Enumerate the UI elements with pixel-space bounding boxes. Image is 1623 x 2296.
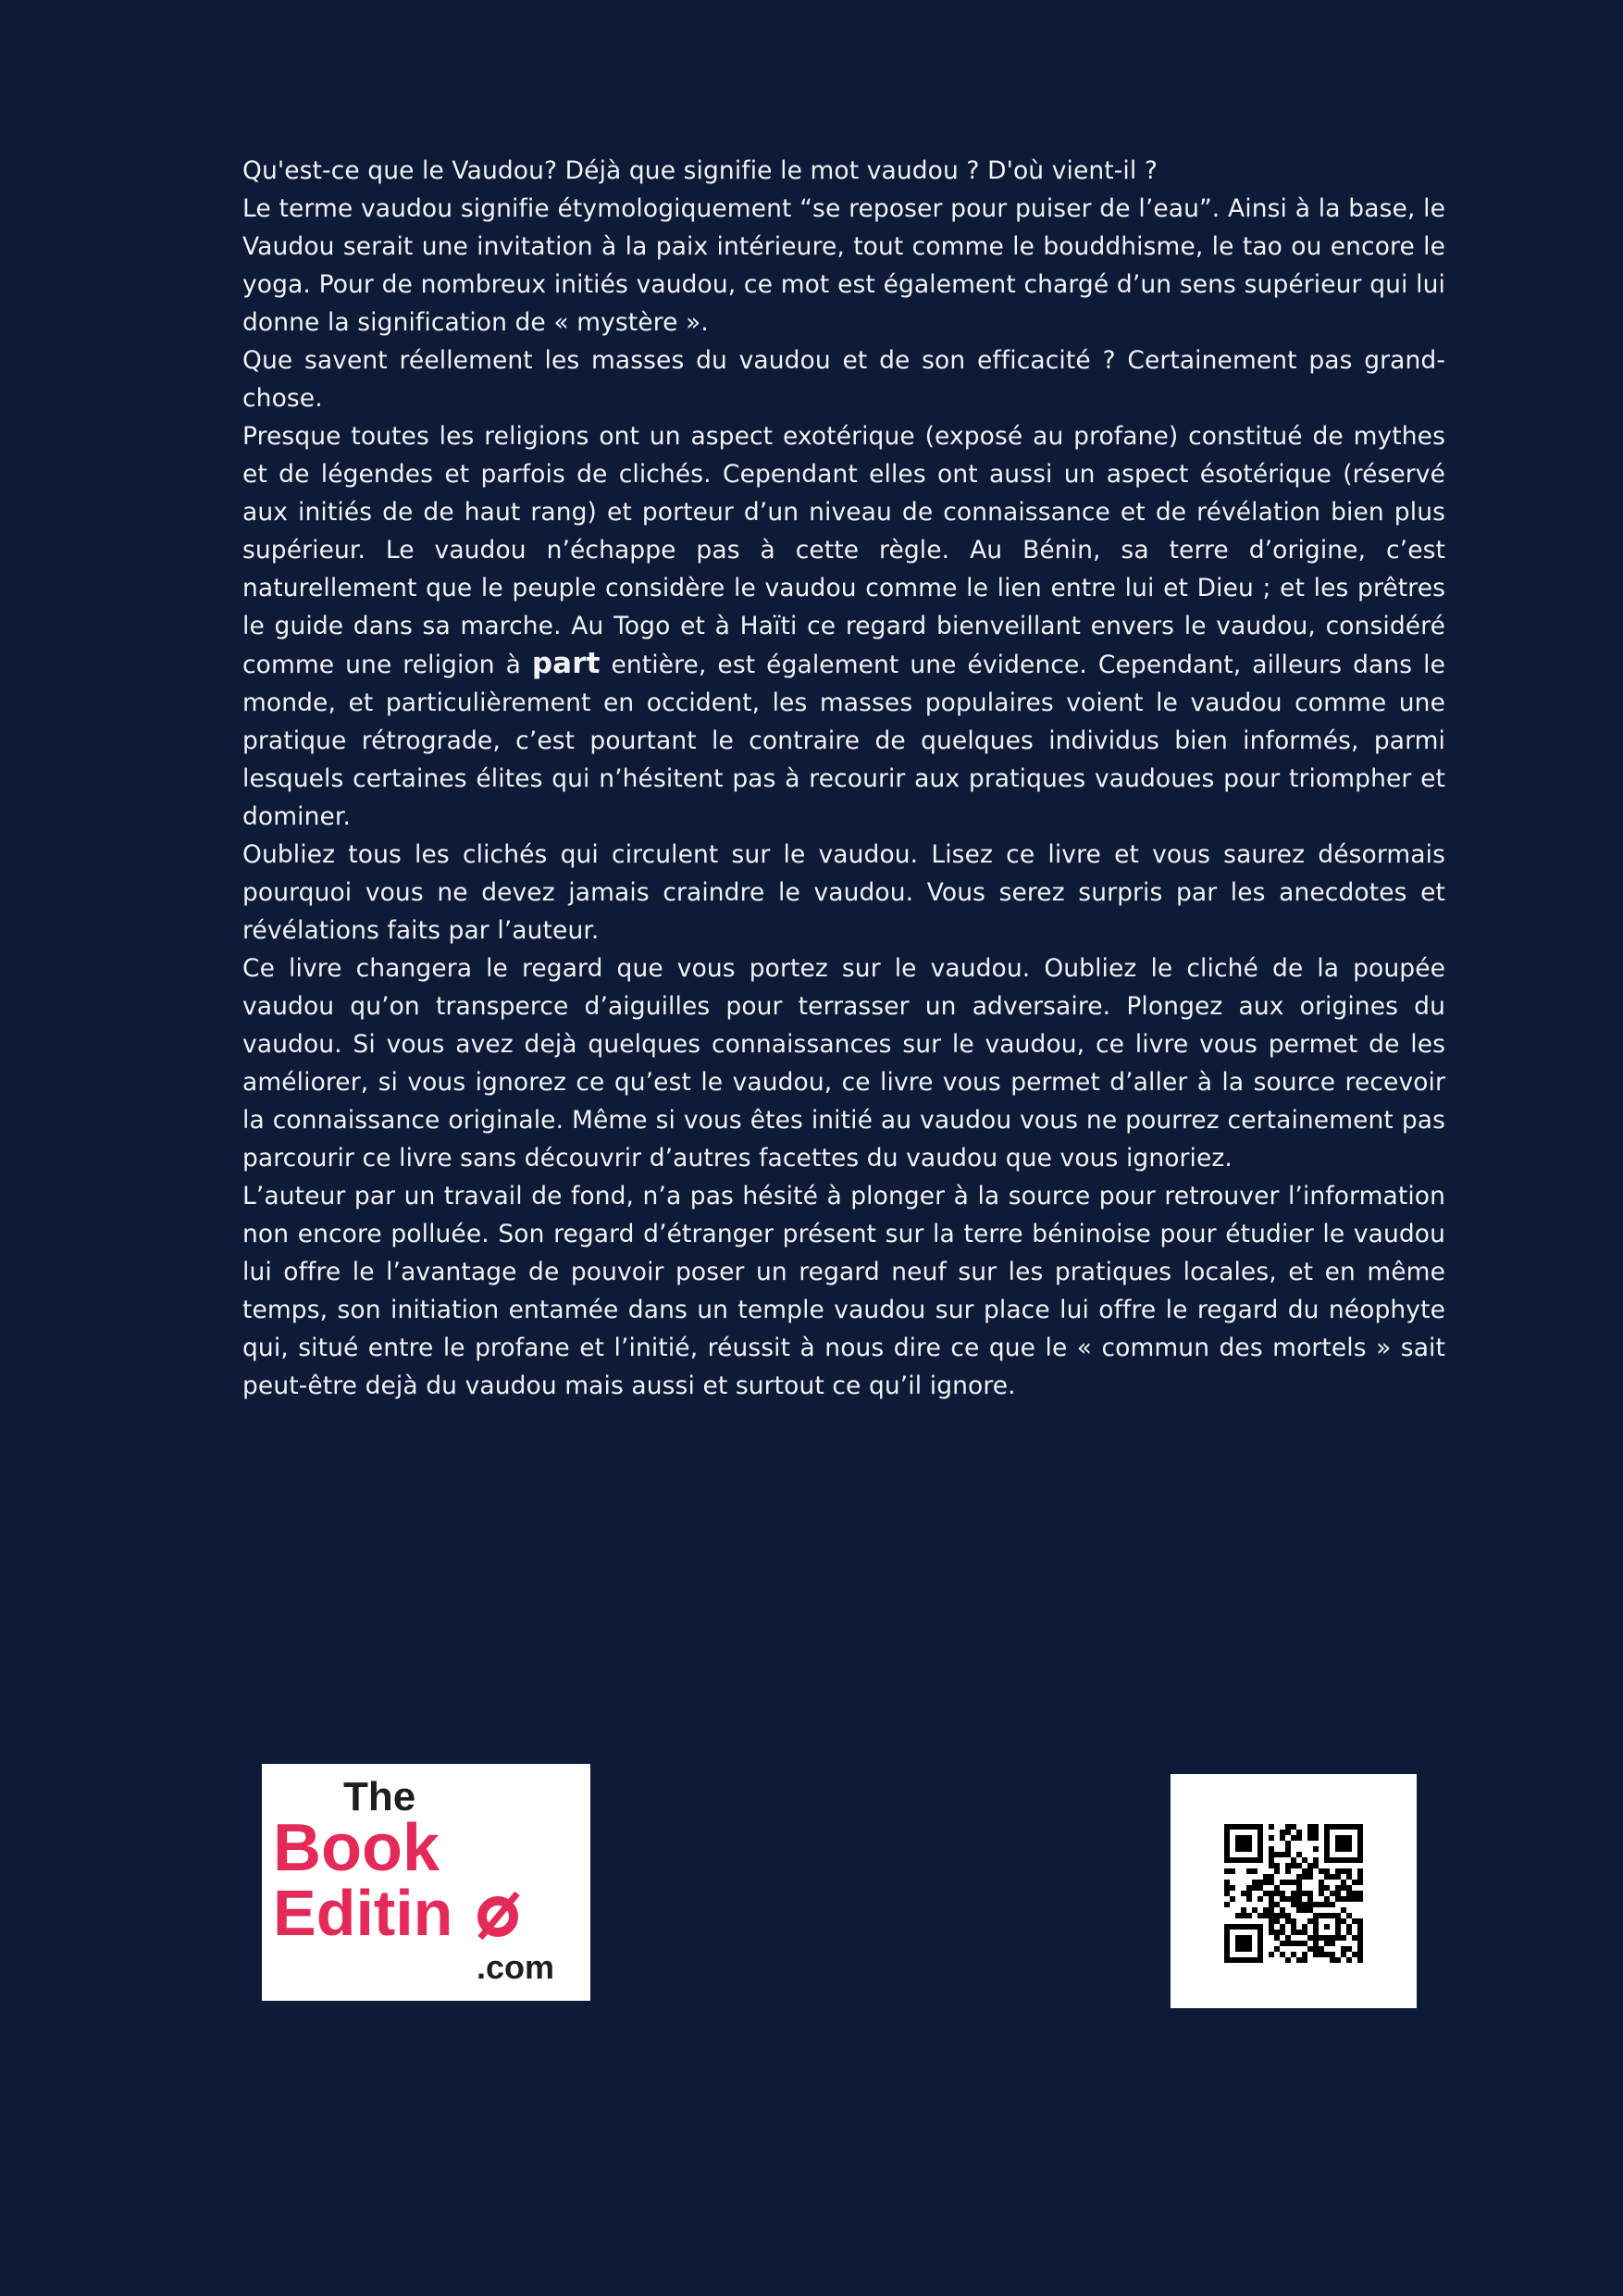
qr-module (1319, 1891, 1324, 1896)
qr-module (1346, 1913, 1352, 1918)
qr-module (1319, 1902, 1324, 1907)
qr-module (1357, 1896, 1363, 1902)
qr-module (1291, 1863, 1296, 1868)
qr-module (1307, 1868, 1313, 1874)
qr-module (1357, 1874, 1363, 1880)
qr-code-box (1171, 1774, 1417, 2008)
qr-module (1307, 1907, 1313, 1913)
qr-module (1313, 1824, 1319, 1830)
qr-module (1241, 1913, 1246, 1918)
qr-module (1330, 1891, 1335, 1896)
logo-book: Book (273, 1811, 440, 1885)
paragraph-cliches: Oubliez tous les clichés qui circulent sur le vaudou. Lisez ce livre et vous saurez désormais pourquoi vous ne devez jamais craindre le vaudou. Vous serez surpris par les anecdotes et révélations faits par l’auteur. (242, 840, 1445, 945)
qr-module (1269, 1874, 1274, 1880)
qr-module (1269, 1918, 1274, 1924)
qr-module (1296, 1863, 1302, 1868)
qr-module (1296, 1835, 1302, 1841)
qr-module (1357, 1868, 1363, 1874)
qr-module (1269, 1852, 1274, 1857)
qr-module (1313, 1941, 1319, 1946)
qr-module (1296, 1902, 1302, 1907)
qr-module (1296, 1957, 1302, 1963)
qr-module (1291, 1924, 1296, 1930)
qr-module (1285, 1868, 1291, 1874)
qr-module (1324, 1924, 1330, 1930)
qr-module (1335, 1835, 1352, 1852)
qr-module (1335, 1896, 1341, 1902)
qr-module (1302, 1857, 1307, 1863)
qr-module (1346, 1868, 1352, 1874)
qr-module (1307, 1824, 1313, 1830)
qr-module (1246, 1868, 1252, 1874)
qr-module (1258, 1896, 1263, 1902)
intro-question: Qu'est-ce que le Vaudou? Déjà que signifie le mot vaudou ? D'où vient-il ? (242, 156, 1158, 185)
qr-module (1346, 1957, 1352, 1963)
qr-module (1335, 1874, 1341, 1880)
qr-module (1224, 1891, 1230, 1896)
qr-module (1263, 1891, 1269, 1896)
qr-module (1335, 1868, 1341, 1874)
qr-module (1319, 1868, 1324, 1874)
qr-module (1252, 1868, 1258, 1874)
qr-module (1252, 1880, 1258, 1885)
qr-module (1346, 1930, 1352, 1935)
qr-module (1252, 1885, 1258, 1891)
qr-module (1269, 1913, 1274, 1918)
qr-module (1352, 1952, 1357, 1957)
qr-module (1269, 1863, 1274, 1868)
qr-module (1263, 1874, 1269, 1880)
qr-module (1263, 1907, 1269, 1913)
paragraph-book-changes: Ce livre changera le regard que vous portez sur le vaudou. Oubliez le cliché de la poupée vaudou qu’on transperce d’aiguilles pour terrasser un adversaire. Plongez aux origines du vaudou. Si vous avez dejà quelques connaissances sur le vaudou, ce livre vous permet de les améliorer, si vous ignorez ce qu’est le vaudou, ce livre vous permet d’aller à la source recevoir la connaissance originale. Même si vous êtes initié au vaudou vous ne pourrez certainement pas parcourir ce livre sans découvrir d’autres facettes du vaudou que vous ignoriez. (242, 954, 1445, 1173)
qr-module (1285, 1896, 1291, 1902)
logo-crossed-o-icon (480, 1893, 517, 1938)
qr-module (1274, 1946, 1280, 1952)
qr-module (1296, 1880, 1302, 1885)
qr-module (1285, 1846, 1291, 1852)
qr-module (1280, 1896, 1285, 1902)
qr-module (1302, 1924, 1307, 1930)
qr-module (1274, 1918, 1280, 1924)
paragraph-religions-part2: entière, est également une évidence. Cependant, ailleurs dans le monde, et particulièrement en occident, les masses populaires voient le vaudou comme une pratique rétrograde, c’est pourtant le contraire de quelques individus bien informés, parmi lesquels certaines élites qui n’hésitent pas à recourir aux pratiques vaudoues pour triompher et dominer. (242, 651, 1446, 831)
qr-module (1246, 1896, 1252, 1902)
qr-module (1291, 1941, 1296, 1946)
qr-module (1280, 1941, 1285, 1946)
qr-module (1269, 1952, 1274, 1957)
qr-module (1296, 1852, 1302, 1857)
qr-module (1330, 1941, 1335, 1946)
qr-module (1324, 1885, 1330, 1891)
qr-module (1291, 1857, 1296, 1863)
qr-module (1285, 1957, 1291, 1963)
qr-module (1274, 1863, 1280, 1868)
qr-module (1291, 1880, 1296, 1885)
qr-module (1230, 1896, 1235, 1902)
qr-module (1224, 1880, 1230, 1885)
qr-module (1296, 1930, 1302, 1935)
qr-module (1319, 1952, 1324, 1957)
qr-module (1341, 1880, 1346, 1885)
qr-module (1263, 1913, 1269, 1918)
publisher-logo-graphic (262, 1764, 590, 2001)
qr-module (1296, 1941, 1302, 1946)
qr-module (1319, 1946, 1324, 1952)
qr-module (1307, 1891, 1313, 1896)
qr-module (1246, 1913, 1252, 1918)
qr-module (1269, 1930, 1274, 1935)
paragraph-masses: Que savent réellement les masses du vaudou et de son efficacité ? Certainement pas grand-chose. (242, 346, 1445, 413)
qr-module (1313, 1846, 1319, 1852)
qr-module (1235, 1835, 1252, 1852)
qr-module (1302, 1891, 1307, 1896)
logo-edition (273, 1877, 452, 1949)
qr-module (1258, 1880, 1263, 1885)
qr-module (1263, 1880, 1269, 1885)
qr-module (1291, 1930, 1296, 1935)
qr-module (1235, 1913, 1241, 1918)
qr-module (1307, 1946, 1313, 1952)
qr-module (1307, 1902, 1313, 1907)
paragraph-religions-part1: Presque toutes les religions ont un aspect exotérique (exposé au profane) constitué de mythes et de légendes et parfois de clichés. Cependant elles ont aussi un aspect ésotérique (réservé aux initiés de de haut rang) et porteur d’un niveau de connaissance et de révélation bien plus supérieur. Le vaudou n’échappe pas à cette règle. Au Bénin, sa terre d’origine, c’est naturellement que le peuple considère le vaudou comme le lien entre lui et Dieu ; et les prêtres le guide dans sa marche. Au Togo et à Haïti ce regard bienveillant envers le vaudou, considéré comme une religion à (242, 422, 1445, 679)
qr-module (1296, 1885, 1302, 1891)
qr-module (1357, 1941, 1363, 1946)
qr-module (1252, 1907, 1258, 1913)
qr-module (1241, 1907, 1246, 1913)
qr-module (1258, 1885, 1263, 1891)
qr-module (1291, 1918, 1296, 1924)
qr-module (1357, 1957, 1363, 1963)
qr-module (1291, 1902, 1296, 1907)
qr-module (1269, 1880, 1274, 1885)
qr-module (1224, 1902, 1230, 1907)
qr-module (1346, 1874, 1352, 1880)
qr-module (1357, 1946, 1363, 1952)
qr-module (1274, 1935, 1280, 1941)
qr-module (1357, 1924, 1363, 1930)
qr-module (1307, 1896, 1313, 1902)
qr-module (1313, 1830, 1319, 1835)
qr-module (1291, 1952, 1296, 1957)
qr-module (1352, 1935, 1357, 1941)
qr-module (1319, 1885, 1324, 1891)
qr-module (1313, 1946, 1319, 1952)
qr-module (1230, 1885, 1235, 1891)
qr-module (1274, 1930, 1280, 1935)
qr-module (1269, 1835, 1274, 1841)
qr-module (1280, 1924, 1285, 1930)
qr-module (1324, 1874, 1330, 1880)
qr-module (1341, 1946, 1346, 1952)
qr-module (1313, 1863, 1319, 1868)
qr-module (1291, 1824, 1296, 1830)
qr-module (1352, 1891, 1357, 1896)
qr-module (1324, 1902, 1330, 1907)
qr-module (1246, 1885, 1252, 1891)
qr-module (1352, 1896, 1357, 1902)
qr-module (1285, 1941, 1291, 1946)
qr-module (1341, 1935, 1346, 1941)
logo-edition-part2: n (413, 1877, 453, 1949)
qr-module (1357, 1880, 1363, 1885)
qr-module (1319, 1880, 1324, 1885)
paragraph-etymology: Le terme vaudou signifie étymologiquement “se reposer pour puiser de l’eau”. Ainsi à la base, le Vaudou serait une invitation à la paix intérieure, tout comme le bouddhisme, le tao ou encore le yoga. Pour de nombreux initiés vaudou, ce mot est également chargé d’un sens supérieur qui lui donne la signification de « mystère ». (242, 194, 1445, 337)
qr-module (1302, 1868, 1307, 1874)
qr-module (1285, 1935, 1291, 1941)
qr-module (1285, 1841, 1291, 1846)
qr-module (1285, 1852, 1291, 1857)
logo-the: The (343, 1774, 416, 1819)
qr-module (1274, 1913, 1280, 1918)
qr-module (1341, 1868, 1346, 1874)
qr-module (1302, 1941, 1307, 1946)
qr-module (1280, 1907, 1285, 1913)
qr-module (1274, 1885, 1280, 1891)
qr-module (1269, 1924, 1274, 1930)
qr-module (1324, 1896, 1330, 1902)
qr-module (1324, 1941, 1330, 1946)
qr-module (1280, 1952, 1285, 1957)
qr-module (1291, 1896, 1296, 1902)
qr-module (1313, 1902, 1319, 1907)
qr-module (1302, 1874, 1307, 1880)
qr-module (1274, 1852, 1280, 1857)
qr-module (1335, 1957, 1341, 1963)
qr-module (1269, 1896, 1274, 1902)
qr-module (1324, 1952, 1330, 1957)
qr-module (1280, 1835, 1285, 1841)
qr-module (1280, 1913, 1285, 1918)
qr-module (1269, 1857, 1274, 1863)
back-cover-text (242, 152, 1445, 1405)
qr-module (1296, 1874, 1302, 1880)
qr-module (1307, 1935, 1313, 1941)
qr-module (1274, 1868, 1280, 1874)
qr-module (1307, 1874, 1313, 1880)
qr-module (1346, 1885, 1352, 1891)
qr-module (1357, 1891, 1363, 1896)
qr-module (1302, 1957, 1307, 1963)
qr-module (1235, 1935, 1252, 1952)
qr-module (1307, 1835, 1313, 1841)
qr-module (1313, 1857, 1319, 1863)
qr-module (1269, 1902, 1274, 1907)
qr-module (1335, 1891, 1341, 1896)
qr-module (1246, 1891, 1252, 1896)
qr-module (1357, 1952, 1363, 1957)
logo-dotcom: .com (477, 1948, 555, 1986)
qr-module (1285, 1918, 1291, 1924)
qr-module (1285, 1830, 1291, 1835)
qr-module (1330, 1952, 1335, 1957)
qr-module (1352, 1918, 1357, 1924)
paragraph-religions (242, 417, 1445, 836)
qr-module (1274, 1891, 1280, 1896)
qr-module (1346, 1946, 1352, 1952)
qr-module (1296, 1830, 1302, 1835)
qr-module (1302, 1930, 1307, 1935)
qr-module (1335, 1885, 1341, 1891)
qr-module (1285, 1880, 1291, 1885)
qr-module (1230, 1868, 1235, 1874)
qr-module (1352, 1880, 1357, 1885)
qr-module (1291, 1891, 1296, 1896)
qr-module (1307, 1830, 1313, 1835)
qr-module (1269, 1846, 1274, 1852)
qr-module (1330, 1957, 1335, 1963)
qr-module (1346, 1924, 1352, 1930)
qr-module (1296, 1891, 1302, 1896)
qr-module (1346, 1891, 1352, 1896)
qr-module (1341, 1907, 1346, 1913)
qr-module (1274, 1902, 1280, 1907)
qr-module (1296, 1896, 1302, 1902)
qr-module (1285, 1824, 1291, 1830)
qr-module (1330, 1874, 1335, 1880)
qr-module (1285, 1913, 1291, 1918)
qr-module (1357, 1935, 1363, 1941)
paragraph-author: L’auteur par un travail de fond, n’a pas hésité à plonger à la source pour retrouver l’information non encore polluée. Son regard d’étranger présent sur la terre béninoise pour étudier le vaudou lui offre le l’avantage de pouvoir poser un regard neuf sur les pratiques locales, et en même temps, son initiation entamée dans un temple vaudou sur place lui offre le regard du néophyte qui, situé entre le profane et l’initié, réussit à nous dire ce que le « commun des mortels » sait peut-être dejà du vaudou mais aussi et surtout ce qu’il ignore. (242, 1182, 1445, 1400)
logo-edition-part1: Editi (273, 1877, 414, 1949)
qr-module (1341, 1896, 1346, 1902)
qr-module (1307, 1863, 1313, 1868)
qr-module (1296, 1907, 1302, 1913)
qr-module (1302, 1907, 1307, 1913)
qr-module (1302, 1902, 1307, 1907)
qr-module (1269, 1891, 1274, 1896)
qr-module (1307, 1918, 1313, 1924)
qr-module (1280, 1930, 1285, 1935)
qr-module (1357, 1918, 1363, 1924)
qr-module (1313, 1835, 1319, 1841)
qr-module (1224, 1868, 1230, 1874)
qr-module (1313, 1952, 1319, 1957)
qr-module (1302, 1952, 1307, 1957)
qr-module (1346, 1896, 1352, 1902)
qr-module (1280, 1830, 1285, 1835)
qr-module (1269, 1907, 1274, 1913)
qr-module (1324, 1868, 1330, 1874)
qr-module (1291, 1835, 1296, 1841)
qr-module (1280, 1852, 1285, 1857)
qr-module (1341, 1918, 1346, 1924)
qr-module (1280, 1880, 1285, 1885)
qr-module (1224, 1885, 1230, 1891)
qr-module (1357, 1930, 1363, 1935)
qr-module (1241, 1891, 1246, 1896)
qr-module (1341, 1952, 1346, 1957)
qr-module (1258, 1913, 1263, 1918)
qr-module (1330, 1902, 1335, 1907)
qr-module (1341, 1885, 1346, 1891)
publisher-logo (262, 1764, 590, 2001)
qr-module (1280, 1891, 1285, 1896)
qr-code-icon (1224, 1824, 1363, 1963)
qr-module (1285, 1863, 1291, 1868)
emphasized-word: part (531, 647, 601, 680)
qr-module (1269, 1824, 1274, 1830)
